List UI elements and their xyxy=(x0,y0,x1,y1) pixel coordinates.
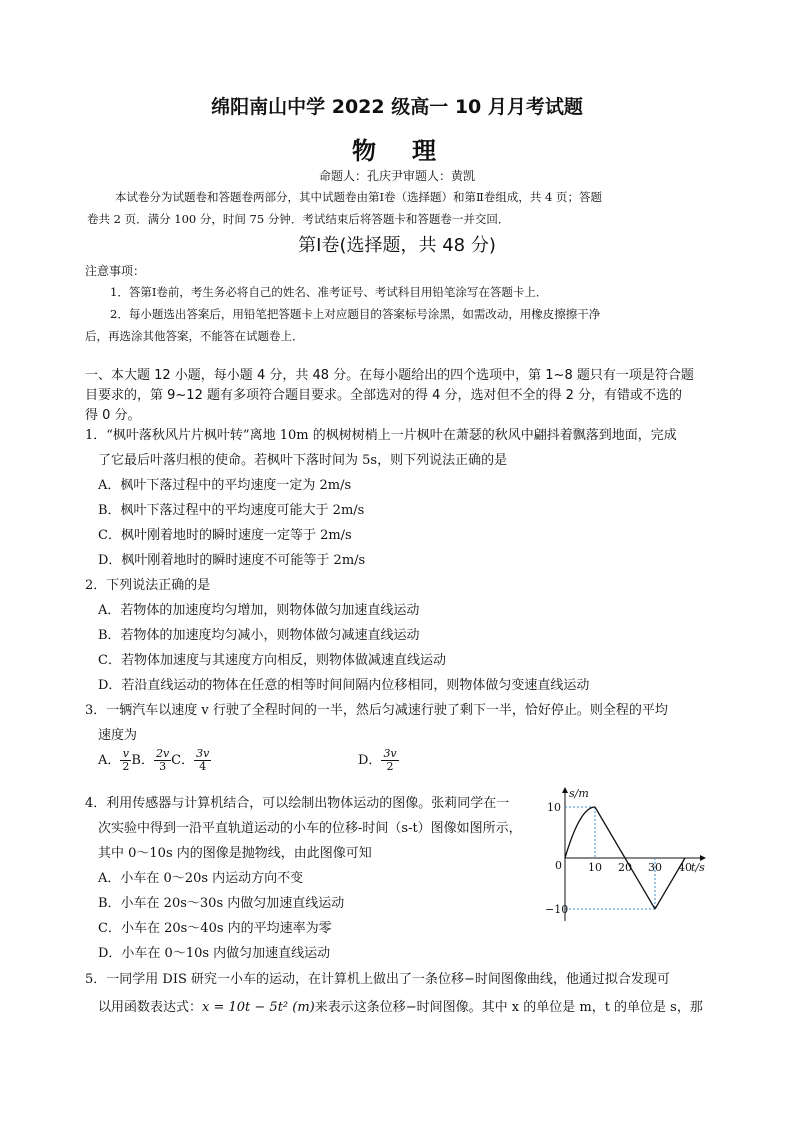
part1-title: 第Ⅰ卷(选择题，共 48 分) xyxy=(298,235,496,256)
x-tick-label: 40 xyxy=(678,861,692,874)
x-tick-label: 30 xyxy=(648,861,662,874)
origin-label: 0 xyxy=(555,859,562,872)
q3-options-abc xyxy=(98,748,211,773)
q4-option-a: A．小车在 0～20s 内运动方向不变 xyxy=(98,871,304,886)
s-t-graph xyxy=(545,783,715,928)
q3-option-c-label: C． xyxy=(171,753,195,768)
q3-option-b-fraction: $\frac{2v}{3}$ xyxy=(155,747,170,773)
exam-title: 绵阳南山中学 2022 级高一 10 月月考试题 xyxy=(211,96,583,118)
q5-formula: x = 10t − 5t² (m) xyxy=(202,1000,315,1015)
curve-segment-line xyxy=(595,807,625,858)
t-axis-label: t/s xyxy=(691,861,705,874)
q4-stem-line-3: 其中 0～10s 内的图像是抛物线，由此图像可知 xyxy=(98,846,372,861)
q2-option-d: D．若沿直线运动的物体在任意的相等时间间隔内位移相同，则物体做匀变速直线运动 xyxy=(98,678,590,693)
q3-stem-line-1: 3．一辆汽车以速度 v 行驶了全程时间的一半，然后匀减速行驶了剩下一半，恰好停止。则全程的平均 xyxy=(85,703,668,718)
note-2-line-2: 后，再选涂其他答案，不能答在试题卷上． xyxy=(85,329,304,343)
q5-stem-line-2-a: 以用函数表达式： xyxy=(98,1000,203,1015)
x-tick-label: 20 xyxy=(618,861,632,874)
q1-stem-line-2: 了它最后叶落归根的使命。若枫叶下落时间为 5s，则下列说法正确的是 xyxy=(98,453,508,468)
q2-stem: 2．下列说法正确的是 xyxy=(85,578,211,593)
q5-stem-line-2-b: 来表示这条位移−时间图像。其中 x 的单位是 m，t 的单位是 s，那 xyxy=(314,1000,703,1015)
q3-option-c-fraction: $\frac{3v}{4}$ xyxy=(196,747,210,773)
q2-option-b: B．若物体的加速度均匀减小，则物体做匀减速直线运动 xyxy=(98,628,420,643)
subject-title: 物 理 xyxy=(352,137,442,165)
y-tick-label: 10 xyxy=(547,801,561,814)
q4-option-c: C．小车在 20s～40s 内的平均速率为零 xyxy=(98,921,332,936)
s-axis-label: s/m xyxy=(569,787,589,800)
intro-line-2: 卷共 2 页．满分 100 分，时间 75 分钟．考试结束后将答题卡和答题卷一并交回． xyxy=(87,212,510,226)
note-1: 1．答第Ⅰ卷前，考生务必将自己的姓名、准考证号、考试科目用铅笔涂写在答题卡上． xyxy=(110,285,548,299)
q3-option-d: D． $\frac{3v}{2}$ xyxy=(358,747,397,773)
section1-line-3: 得 0 分。 xyxy=(85,408,141,423)
q2-option-a: A．若物体的加速度均匀增加，则物体做匀加速直线运动 xyxy=(98,603,420,618)
note-2-line-1: 2．每小题选出答案后，用铅笔把答题卡上对应题目的答案标号涂黑，如需改动，用橡皮擦擦干净 xyxy=(110,307,601,321)
q1-option-a: A．枫叶下落过程中的平均速度一定为 2m/s xyxy=(98,478,352,493)
q3-option-a-label: A． xyxy=(98,753,121,768)
q3-option-d-fraction: $\frac{3v}{2}$ xyxy=(383,747,397,773)
q1-option-c: C．枫叶刚着地时的瞬时速度一定等于 2m/s xyxy=(98,528,352,543)
q3-option-b-label: B． xyxy=(131,753,154,768)
q5-stem-line-1: 5．一同学用 DIS 研究一小车的运动，在计算机上做出了一条位移−时间图像曲线，他通过拟合发现可 xyxy=(85,972,670,987)
q4-option-d: D．小车在 0～10s 内做匀加速直线运动 xyxy=(98,946,331,961)
curve-segment-parabola xyxy=(565,807,595,858)
q4-option-b: B．小车在 20s～30s 内做匀加速直线运动 xyxy=(98,896,345,911)
section1-line-1: 一、本大题 12 小题，每小题 4 分，共 48 分。在每小题给出的四个选项中，第 1~8 题只有一项是符合题 xyxy=(85,368,694,383)
q1-option-b: B．枫叶下落过程中的平均速度可能大于 2m/s xyxy=(98,503,365,518)
section1-line-2: 目要求的，第 9~12 题有多项符合题目要求。全部选对的得 4 分，选对但不全的得 2 分，有错或不选的 xyxy=(85,388,683,403)
q3-option-a-fraction: $\frac{v}{2}$ xyxy=(122,747,130,773)
intro-line-1: 本试卷分为试题卷和答题卷两部分，其中试题卷由第Ⅰ卷（选择题）和第Ⅱ卷组成，共 4 页；答题 xyxy=(115,190,602,204)
x-tick-label: 10 xyxy=(588,861,602,874)
q4-stem-line-1: 4．利用传感器与计算机结合，可以绘制出物体运动的图像。张莉同学在一 xyxy=(85,796,510,811)
y-tick-label: −10 xyxy=(545,903,569,916)
q3-stem-line-2: 速度为 xyxy=(98,728,138,743)
authors-line: 命题人：孔庆尹审题人：黄凯 xyxy=(318,169,475,183)
q1-stem-line-1: 1．“枫叶落秋风片片枫叶转”离地 10m 的枫树树梢上一片枫叶在萧瑟的秋风中翩抖着飘落到地面，完成 xyxy=(85,428,677,443)
q2-option-c: C．若物体加速度与其速度方向相反，则物体做减速直线运动 xyxy=(98,653,446,668)
notes-heading: 注意事项： xyxy=(85,264,146,278)
q5-stem-line-2 xyxy=(98,996,703,1015)
q1-option-d: D．枫叶刚着地时的瞬时速度不可能等于 2m/s xyxy=(98,553,366,568)
q4-stem-line-2: 次实验中得到一沿平直轨道运动的小车的位移-时间（s-t）图像如图所示， xyxy=(98,821,522,836)
